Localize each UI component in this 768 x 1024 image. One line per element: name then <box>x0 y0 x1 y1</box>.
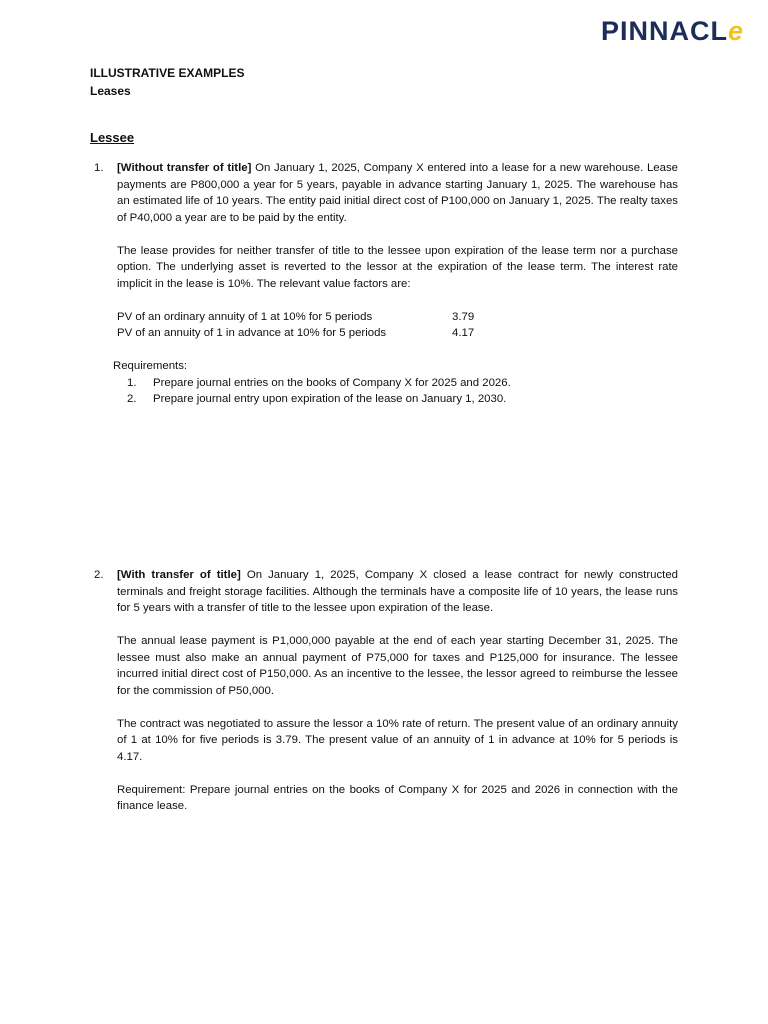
problem-title: [Without transfer of title] <box>117 162 252 174</box>
brand-name: PINNACL <box>600 16 728 46</box>
problem-2 <box>90 567 678 815</box>
factor-label: PV of an annuity of 1 in advance at 10% for 5 periods <box>117 327 387 339</box>
document-subtitle: Leases <box>90 84 131 98</box>
problem-paragraph: The lease provides for neither transfer of title to the lessee upon expiration of the lease term nor a purchase option. The underlying asset is reverted to the lessor at the expiration of the lease term. The interest rate implicit in the lease is 10%. The relevant value factors are: <box>117 244 678 290</box>
requirements-label: Requirements: <box>113 360 188 372</box>
problem-text: On January 1, 2025, Company X entered into a lease for a new warehouse. Lease payments are P800,000 a year for 5 years, payable in advance starting January 1, 2025. The warehouse has an estimated life of 10 years. The entity paid initial direct cost of P100,000 on January 1, 2025. The realty taxes of P40,000 a year are to be paid by the entity. <box>117 162 678 224</box>
requirement-number: 2. <box>127 393 137 405</box>
brand-name-accent: e <box>727 16 744 46</box>
document-title: ILLUSTRATIVE EXAMPLES <box>90 66 245 80</box>
problem-number: 1. <box>94 162 104 174</box>
problem-paragraph: The annual lease payment is P1,000,000 payable at the end of each year starting December 31, 2025. The lessee must also make an annual payment of P75,000 for taxes and P125,000 for insurance. The lessee incurred initial direct cost of P150,000. As an incentive to the lessee, the lessor agreed to reimburse the lessee for the commission of P50,000. <box>117 635 678 697</box>
factor-value: 4.17 <box>452 327 475 339</box>
problem-title: [With transfer of title] <box>117 569 241 581</box>
value-factors <box>117 309 678 342</box>
brand-logo <box>601 15 744 47</box>
value-factor-row <box>117 325 678 342</box>
problem-1 <box>90 160 678 408</box>
problem-requirement: Requirement: Prepare journal entries on the books of Company X for 2025 and 2026 in connection with the finance lease. <box>117 783 678 812</box>
problem-paragraph: The contract was negotiated to assure the lessor a 10% rate of return. The present value of an ordinary annuity of 1 at 10% for five periods is 3.79. The present value of an annuity of 1 in advance at 10% for 5 periods is 4.17. <box>117 717 678 763</box>
requirement-item <box>127 391 678 408</box>
value-factor-row <box>117 309 678 326</box>
problem-paragraph <box>117 160 678 226</box>
section-title: Lessee <box>90 130 135 145</box>
requirement-item <box>127 375 678 392</box>
requirement-number: 1. <box>127 376 137 389</box>
factor-label: PV of an ordinary annuity of 1 at 10% for 5 periods <box>117 310 373 323</box>
problem-number: 2. <box>94 569 104 581</box>
requirement-text: Prepare journal entry upon expiration of the lease on January 1, 2030. <box>153 393 507 405</box>
requirement-text: Prepare journal entries on the books of Company X for 2025 and 2026. <box>153 376 511 389</box>
problem-paragraph <box>117 567 678 617</box>
problem-text: On January 1, 2025, Company X closed a lease contract for newly constructed terminals and freight storage facilities. Although the terminals have a composite life of 10 years, the lease runs for 5 years with a transfer of title to the lessee upon expiration of the lease. <box>117 569 678 614</box>
factor-value: 3.79 <box>452 310 475 323</box>
